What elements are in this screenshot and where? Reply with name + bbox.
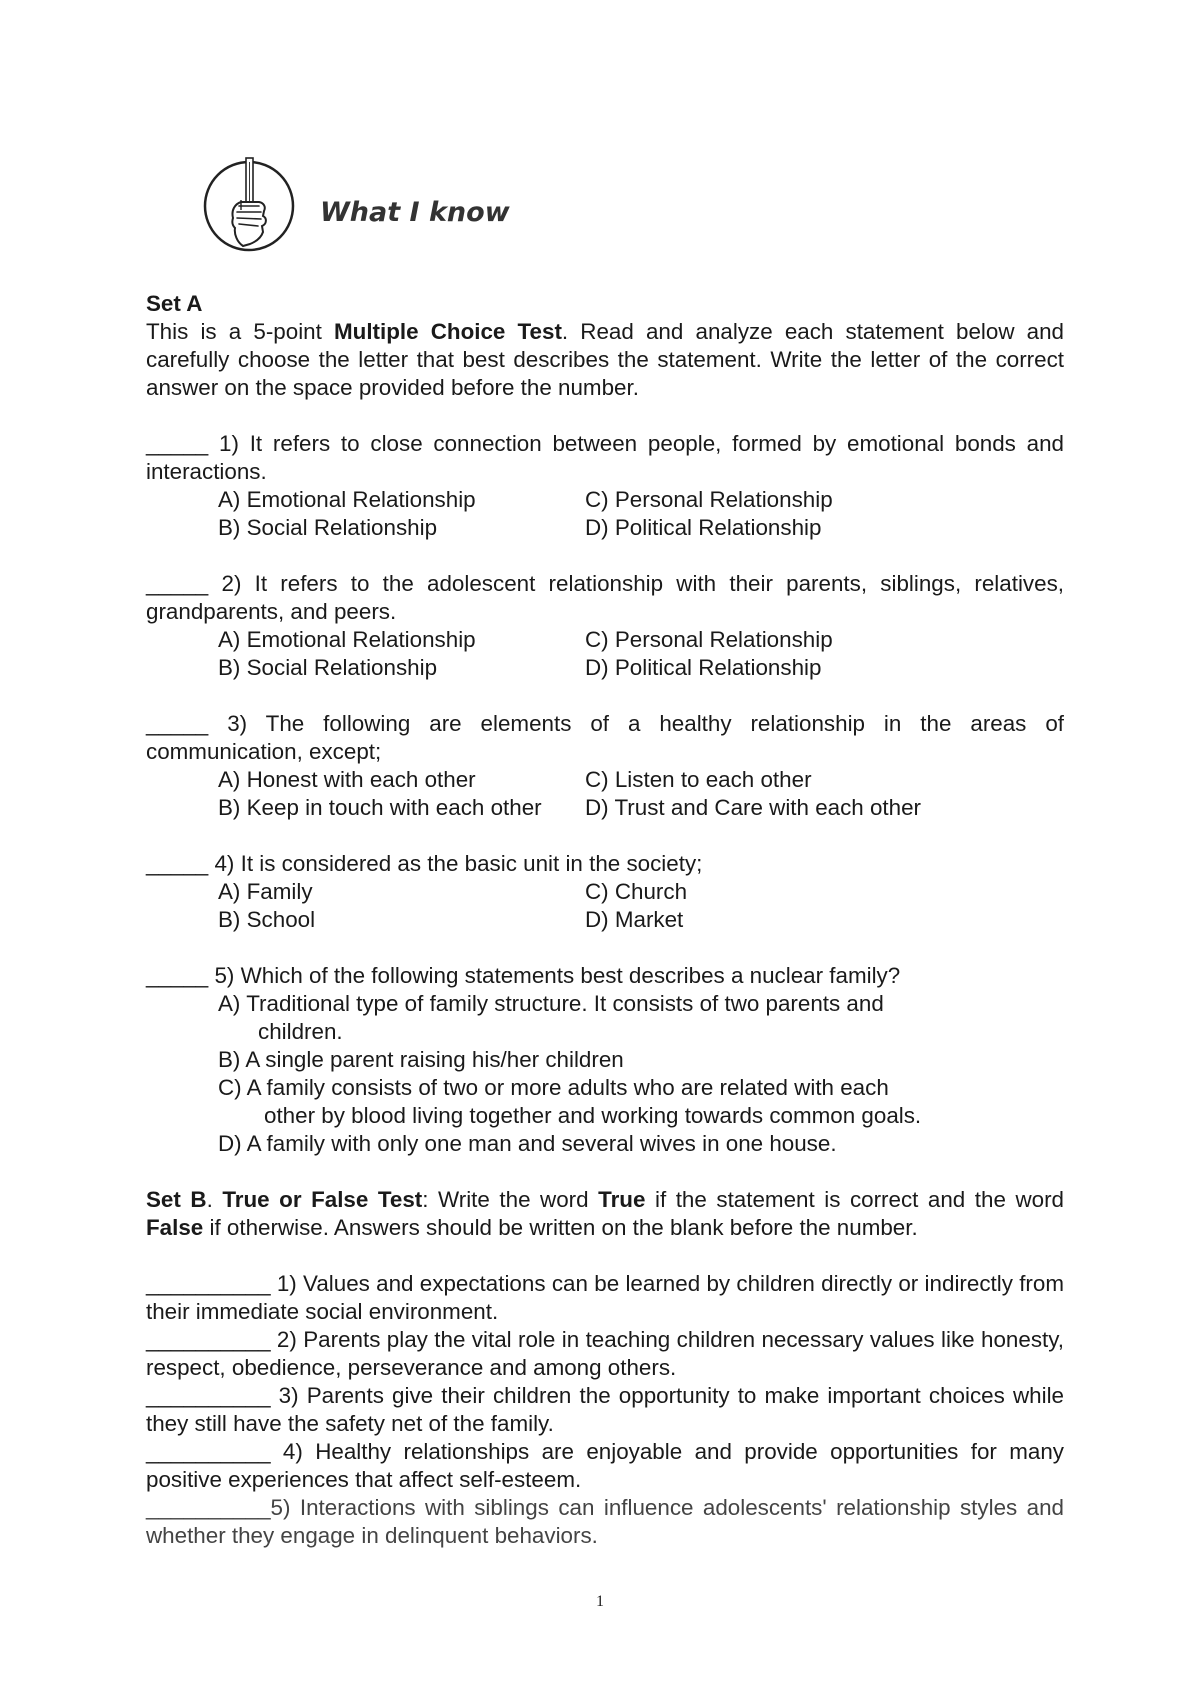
q1-option-c: C) Personal Relationship	[585, 487, 833, 512]
pencil-in-hand-icon	[203, 152, 295, 260]
tf-item-2: __________ 2) Parents play the vital role in teaching children necessary values like honesty, respect, obedience, perseverance and among others.	[146, 1327, 1064, 1380]
q3-option-b: B) Keep in touch with each other	[218, 795, 542, 820]
question-3: _____ 3) The following are elements of a healthy relationship in the areas of communication, except;	[146, 711, 1071, 764]
q5-option-c: C) A family consists of two or more adults who are related with each	[218, 1075, 889, 1100]
question-5: _____ 5) Which of the following statements best describes a nuclear family?	[146, 963, 901, 988]
q2-option-d: D) Political Relationship	[585, 655, 822, 680]
q1-option-d: D) Political Relationship	[585, 515, 822, 540]
set-a-instructions: This is a 5-point Multiple Choice Test. Read and analyze each statement below and carefully choose the letter that best describes the statement. Write the letter of the correct answer on the space provided before the number.	[146, 319, 1065, 400]
q3-option-a: A) Honest with each other	[218, 767, 476, 792]
q4-option-a: A) Family	[218, 879, 313, 904]
q1-option-b: B) Social Relationship	[218, 515, 438, 540]
q5-option-a: A) Traditional type of family structure. It consists of two parents and	[218, 991, 884, 1016]
q3-option-d: D) Trust and Care with each other	[585, 795, 922, 820]
q2-option-c: C) Personal Relationship	[585, 627, 833, 652]
question-1: _____ 1) It refers to close connection between people, formed by emotional bonds and interactions.	[146, 431, 1064, 484]
q5-option-d: D) A family with only one man and several wives in one house.	[218, 1131, 837, 1156]
q1-option-a: A) Emotional Relationship	[218, 487, 476, 512]
question-2: _____ 2) It refers to the adolescent relationship with their parents, siblings, relatives, grandparents, and peers.	[146, 571, 1064, 624]
q4-option-d: D) Market	[585, 907, 684, 932]
q2-option-a: A) Emotional Relationship	[218, 627, 476, 652]
q5-option-a-continued: children.	[258, 1019, 343, 1044]
q5-option-b: B) A single parent raising his/her children	[218, 1047, 624, 1072]
tf-item-5: __________5) Interactions with siblings can influence adolescents' relationship styles and whether they engage in delinquent behaviors.	[146, 1495, 1064, 1548]
q2-option-b: B) Social Relationship	[218, 655, 438, 680]
question-4: _____ 4) It is considered as the basic unit in the society;	[146, 851, 703, 876]
q4-option-b: B) School	[218, 907, 316, 932]
q5-option-c-continued: other by blood living together and working towards common goals.	[264, 1103, 922, 1128]
set-a-heading: Set A	[146, 291, 203, 316]
q3-option-c: C) Listen to each other	[585, 767, 812, 792]
tf-item-3: __________ 3) Parents give their children the opportunity to make important choices while they still have the safety net of the family.	[146, 1383, 1064, 1436]
q4-option-c: C) Church	[585, 879, 688, 904]
page-number: 1	[596, 1593, 604, 1610]
section-title: What I know	[320, 197, 510, 228]
set-b-instructions: Set B. True or False Test: Write the word True if the statement is correct and the word False if otherwise. Answers should be written on the blank before the number.	[146, 1187, 1064, 1240]
tf-item-4: __________ 4) Healthy relationships are enjoyable and provide opportunities for many positive experiences that affect self-esteem.	[146, 1439, 1064, 1492]
tf-item-1: __________ 1) Values and expectations can be learned by children directly or indirectly from their immediate social environment.	[146, 1271, 1064, 1324]
